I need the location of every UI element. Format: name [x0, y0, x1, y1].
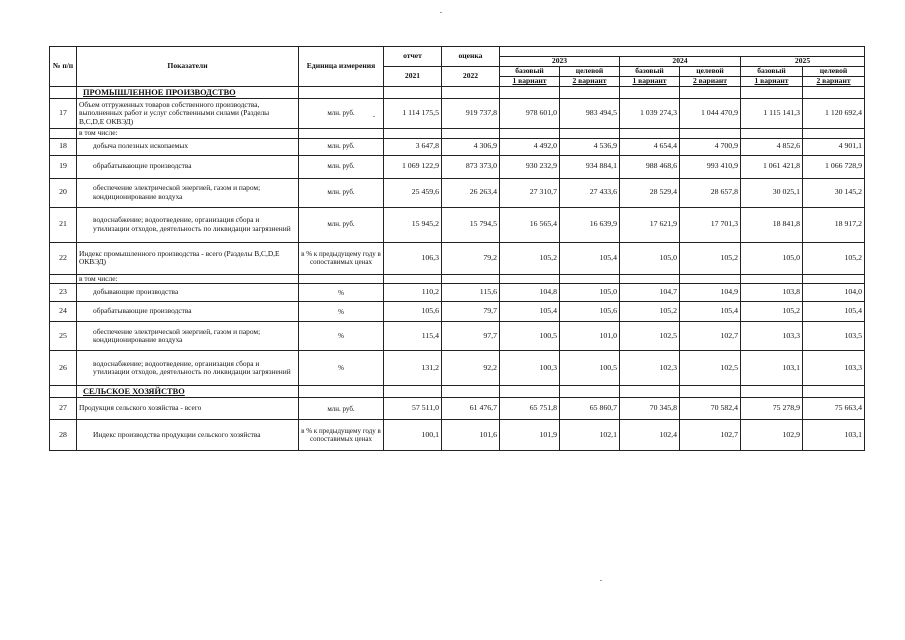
row-number: 26 [50, 351, 77, 386]
empty-cell [299, 87, 384, 99]
unit-cell: % [299, 284, 384, 302]
header-blank [500, 47, 865, 57]
value-cell: 79,2 [442, 242, 500, 274]
value-cell: 102,4 [620, 420, 680, 451]
indicator-label: добывающие производства [93, 287, 179, 297]
header-variant-1: 1 вариант [500, 77, 560, 87]
indicator-name [77, 398, 299, 420]
header-estimate: оценка [442, 47, 500, 67]
table-row [50, 322, 865, 351]
row-number [50, 386, 77, 398]
value-cell: 97,7 [442, 322, 500, 351]
scan-mark [600, 580, 602, 581]
indicator-label: обрабатывающие производства [93, 306, 192, 316]
value-cell: 70 345,8 [620, 398, 680, 420]
value-cell: 105,2 [500, 242, 560, 274]
value-cell: 15 945,2 [384, 207, 442, 242]
indicator-label: обеспечение электрической энергией, газом и паром; кондиционирование воздуха [93, 183, 261, 201]
section-row [50, 386, 865, 398]
empty-cell [442, 386, 500, 398]
value-cell: 18 841,8 [741, 207, 803, 242]
empty-cell [500, 87, 560, 99]
unit-cell: млн. руб. [299, 398, 384, 420]
value-cell: 102,5 [620, 322, 680, 351]
empty-cell [560, 129, 620, 139]
section-title: СЕЛЬСКОЕ ХОЗЯЙСТВО [77, 386, 299, 398]
value-cell: 106,3 [384, 242, 442, 274]
indicator-name [77, 284, 299, 302]
subheading-label: в том числе: [77, 129, 299, 139]
unit-cell: в % к предыдущему году в сопоставимых ценах [299, 242, 384, 274]
value-cell: 105,2 [620, 302, 680, 322]
value-cell: 16 639,9 [560, 207, 620, 242]
empty-cell [384, 274, 442, 284]
indicator-label: обеспечение электрической энергией, газом и паром; кондиционирование воздуха [93, 326, 261, 345]
table-row [50, 420, 865, 451]
header-variant-1: 1 вариант [620, 77, 680, 87]
unit-cell: % [299, 322, 384, 351]
value-cell: 105,4 [500, 302, 560, 322]
row-number: 20 [50, 178, 77, 207]
indicator-label: Объем отгруженных товаров собственного производства, выполненных работ и услуг собственными силами (Разделы B,C,D,E ОКВЭД) [79, 99, 270, 126]
empty-cell [803, 129, 865, 139]
value-cell: 100,5 [560, 351, 620, 386]
value-cell: 1 115 141,3 [741, 99, 803, 129]
value-cell: 1 120 692,4 [803, 99, 865, 129]
value-cell: 103,5 [803, 322, 865, 351]
value-cell: 65 860,7 [560, 398, 620, 420]
value-cell: 4 492,0 [500, 138, 560, 155]
value-cell: 988 468,6 [620, 155, 680, 178]
unit-cell: в % к предыдущему году в сопоставимых ценах [299, 420, 384, 451]
value-cell: 70 582,4 [680, 398, 741, 420]
section-title: ПРОМЫШЛЕННОЕ ПРОИЗВОДСТВО [77, 87, 299, 99]
empty-cell [620, 274, 680, 284]
value-cell: 4 536,9 [560, 138, 620, 155]
empty-cell [803, 386, 865, 398]
value-cell: 16 565,4 [500, 207, 560, 242]
forecast-table [49, 46, 865, 451]
value-cell: 934 884,1 [560, 155, 620, 178]
value-cell: 57 511,0 [384, 398, 442, 420]
value-cell: 930 232,9 [500, 155, 560, 178]
empty-cell [442, 129, 500, 139]
empty-cell [442, 87, 500, 99]
value-cell: 1 066 728,9 [803, 155, 865, 178]
subheading-row [50, 274, 865, 284]
indicator-label: добыча полезных ископаемых [93, 141, 189, 151]
value-cell: 102,7 [680, 322, 741, 351]
empty-cell [741, 386, 803, 398]
value-cell: 873 373,0 [442, 155, 500, 178]
unit-cell: % [299, 302, 384, 322]
empty-cell [803, 87, 865, 99]
table-row [50, 302, 865, 322]
value-cell: 25 459,6 [384, 178, 442, 207]
value-cell: 28 657,8 [680, 178, 741, 207]
header-variant-2: 2 вариант [680, 77, 741, 87]
value-cell: 102,9 [741, 420, 803, 451]
table-row [50, 207, 865, 242]
header-basic: базовый [620, 67, 680, 77]
value-cell: 28 529,4 [620, 178, 680, 207]
empty-cell [384, 386, 442, 398]
header-variant-2: 2 вариант [803, 77, 865, 87]
row-number: 25 [50, 322, 77, 351]
table-row [50, 351, 865, 386]
empty-cell [384, 129, 442, 139]
value-cell: 103,1 [741, 351, 803, 386]
empty-cell [500, 386, 560, 398]
value-cell: 26 263,4 [442, 178, 500, 207]
row-number: 24 [50, 302, 77, 322]
value-cell: 18 917,2 [803, 207, 865, 242]
indicator-name [77, 322, 299, 351]
value-cell: 105,6 [560, 302, 620, 322]
indicator-name [77, 420, 299, 451]
indicator-label: Продукция сельского хозяйства - всего [79, 403, 202, 413]
value-cell: 4 306,9 [442, 138, 500, 155]
value-cell: 110,2 [384, 284, 442, 302]
value-cell: 17 621,9 [620, 207, 680, 242]
value-cell: 105,0 [620, 242, 680, 274]
value-cell: 1 039 274,3 [620, 99, 680, 129]
empty-cell [500, 129, 560, 139]
table-row [50, 284, 865, 302]
header-basic: базовый [741, 67, 803, 77]
value-cell: 131,2 [384, 351, 442, 386]
indicator-name [77, 155, 299, 178]
header-variant-1: 1 вариант [741, 77, 803, 87]
empty-cell [560, 87, 620, 99]
unit-cell: млн. руб. [299, 178, 384, 207]
value-cell: 105,4 [803, 302, 865, 322]
row-number [50, 274, 77, 284]
empty-cell [680, 386, 741, 398]
value-cell: 993 410,9 [680, 155, 741, 178]
row-number [50, 129, 77, 139]
value-cell: 30 145,2 [803, 178, 865, 207]
header-unit: Единица измерения [299, 47, 384, 87]
indicator-name [77, 351, 299, 386]
empty-cell [741, 129, 803, 139]
indicator-label: водоснабжение; водоотведение, организация сбора и утилизации отходов, деятельность по ликвидации загрязнений [93, 358, 291, 377]
header-row-number: № п/п [50, 47, 77, 87]
value-cell: 4 852,6 [741, 138, 803, 155]
value-cell: 919 737,8 [442, 99, 500, 129]
header-year-2021: 2021 [384, 67, 442, 87]
value-cell: 92,2 [442, 351, 500, 386]
unit-cell: % [299, 351, 384, 386]
unit-cell: млн. руб. [299, 99, 384, 129]
value-cell: 983 494,5 [560, 99, 620, 129]
value-cell: 15 794,5 [442, 207, 500, 242]
indicator-label: обрабатывающие производства [93, 161, 192, 171]
value-cell: 115,6 [442, 284, 500, 302]
empty-cell [741, 87, 803, 99]
header-year-2025: 2025 [741, 57, 865, 67]
empty-cell [620, 129, 680, 139]
row-number: 23 [50, 284, 77, 302]
value-cell: 102,1 [560, 420, 620, 451]
empty-cell [741, 274, 803, 284]
value-cell: 75 663,4 [803, 398, 865, 420]
subheading-row [50, 129, 865, 139]
value-cell: 75 278,9 [741, 398, 803, 420]
header-target: целевой [560, 67, 620, 77]
table-body [50, 87, 865, 451]
empty-cell [680, 274, 741, 284]
value-cell: 4 654,4 [620, 138, 680, 155]
table-row [50, 178, 865, 207]
value-cell: 3 647,8 [384, 138, 442, 155]
indicator-label: Индекс промышленного производства - всего (Разделы B,C,D,E ОКВЭД) [79, 248, 280, 267]
row-number: 22 [50, 242, 77, 274]
value-cell: 100,3 [500, 351, 560, 386]
scan-mark [440, 12, 442, 13]
empty-cell [299, 274, 384, 284]
value-cell: 105,4 [680, 302, 741, 322]
value-cell: 104,0 [803, 284, 865, 302]
empty-cell [500, 274, 560, 284]
value-cell: 103,3 [741, 322, 803, 351]
value-cell: 105,6 [384, 302, 442, 322]
table-row [50, 99, 865, 129]
header-variant-2: 2 вариант [560, 77, 620, 87]
table-row [50, 242, 865, 274]
value-cell: 102,7 [680, 420, 741, 451]
scan-mark [373, 116, 375, 117]
value-cell: 104,8 [500, 284, 560, 302]
value-cell: 101,0 [560, 322, 620, 351]
value-cell: 1 044 470,9 [680, 99, 741, 129]
empty-cell [560, 386, 620, 398]
value-cell: 100,5 [500, 322, 560, 351]
value-cell: 102,5 [680, 351, 741, 386]
row-number [50, 87, 77, 99]
row-number: 28 [50, 420, 77, 451]
value-cell: 79,7 [442, 302, 500, 322]
value-cell: 27 433,6 [560, 178, 620, 207]
indicator-label: Индекс производства продукции сельского хозяйства [93, 429, 261, 439]
header-year-2024: 2024 [620, 57, 741, 67]
row-number: 19 [50, 155, 77, 178]
indicator-name [77, 207, 299, 242]
subheading-label: в том числе: [77, 274, 299, 284]
unit-cell: млн. руб. [299, 155, 384, 178]
indicator-name [77, 138, 299, 155]
header-basic: базовый [500, 67, 560, 77]
value-cell: 104,7 [620, 284, 680, 302]
value-cell: 103,8 [741, 284, 803, 302]
value-cell: 1 061 421,8 [741, 155, 803, 178]
value-cell: 4 901,1 [803, 138, 865, 155]
indicator-name [77, 99, 299, 129]
value-cell: 61 476,7 [442, 398, 500, 420]
value-cell: 105,2 [741, 302, 803, 322]
row-number: 27 [50, 398, 77, 420]
value-cell: 101,9 [500, 420, 560, 451]
value-cell: 115,4 [384, 322, 442, 351]
value-cell: 1 114 175,5 [384, 99, 442, 129]
row-number: 18 [50, 138, 77, 155]
unit-cell: млн. руб. [299, 207, 384, 242]
indicator-name [77, 178, 299, 207]
empty-cell [384, 87, 442, 99]
empty-cell [299, 386, 384, 398]
empty-cell [560, 274, 620, 284]
value-cell: 105,2 [680, 242, 741, 274]
row-number: 17 [50, 99, 77, 129]
value-cell: 102,3 [620, 351, 680, 386]
header-target: целевой [803, 67, 865, 77]
empty-cell [442, 274, 500, 284]
value-cell: 105,0 [560, 284, 620, 302]
value-cell: 100,1 [384, 420, 442, 451]
empty-cell [299, 129, 384, 139]
header-report: отчет [384, 47, 442, 67]
row-number: 21 [50, 207, 77, 242]
indicator-name [77, 242, 299, 274]
value-cell: 30 025,1 [741, 178, 803, 207]
value-cell: 65 751,8 [500, 398, 560, 420]
value-cell: 103,1 [803, 420, 865, 451]
table-row [50, 398, 865, 420]
empty-cell [620, 87, 680, 99]
empty-cell [803, 274, 865, 284]
section-row [50, 87, 865, 99]
unit-cell: млн. руб. [299, 138, 384, 155]
header-indicators: Показатели [77, 47, 299, 87]
indicator-label: водоснабжение; водоотведение, организация сбора и утилизации отходов, деятельность по ликвидации загрязнений [93, 215, 291, 233]
indicator-name [77, 302, 299, 322]
value-cell: 103,3 [803, 351, 865, 386]
table-row [50, 155, 865, 178]
empty-cell [620, 386, 680, 398]
empty-cell [680, 87, 741, 99]
value-cell: 105,0 [741, 242, 803, 274]
table-row [50, 138, 865, 155]
value-cell: 17 701,3 [680, 207, 741, 242]
value-cell: 4 700,9 [680, 138, 741, 155]
value-cell: 978 601,0 [500, 99, 560, 129]
header-target: целевой [680, 67, 741, 77]
value-cell: 105,2 [803, 242, 865, 274]
value-cell: 105,4 [560, 242, 620, 274]
value-cell: 104,9 [680, 284, 741, 302]
value-cell: 1 069 122,9 [384, 155, 442, 178]
value-cell: 27 310,7 [500, 178, 560, 207]
table-header [50, 47, 865, 87]
header-year-2022: 2022 [442, 67, 500, 87]
value-cell: 101,6 [442, 420, 500, 451]
header-year-2023: 2023 [500, 57, 620, 67]
empty-cell [680, 129, 741, 139]
